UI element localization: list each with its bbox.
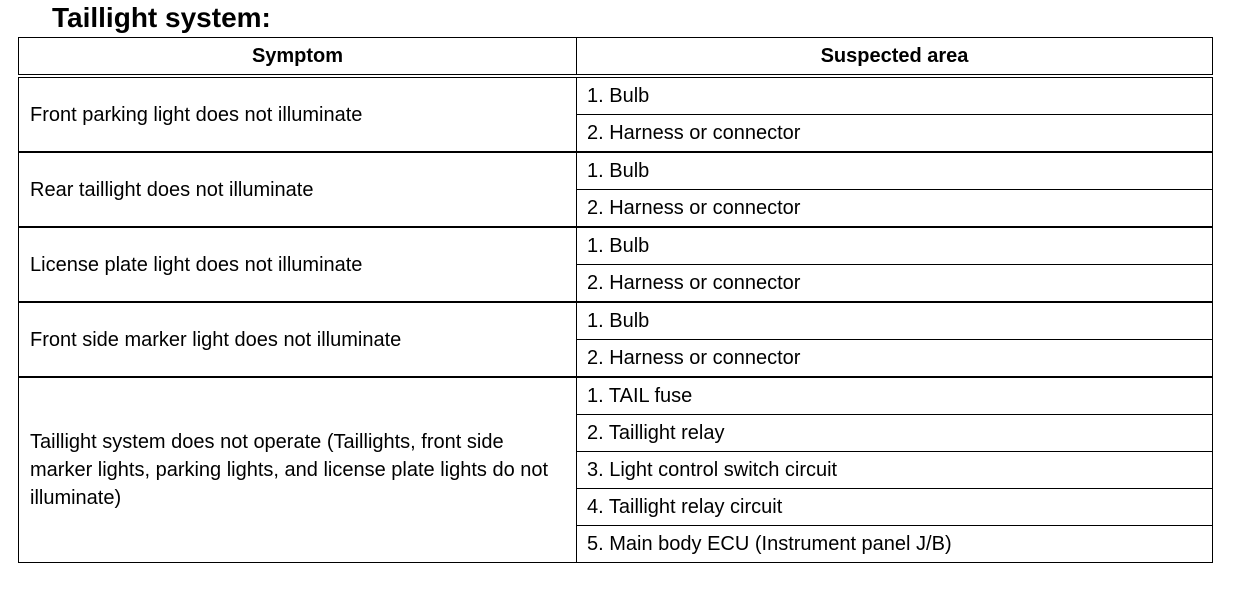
table-row [19, 302, 1213, 340]
suspected-area-cell: 1. Bulb [577, 302, 1213, 340]
suspected-area-cell: 1. Bulb [577, 152, 1213, 190]
suspected-area-cell: 2. Harness or connector [577, 115, 1213, 153]
symptom-cell: Front side marker light does not illuminate [19, 302, 577, 377]
table-row [19, 76, 1213, 115]
table-row [19, 227, 1213, 265]
table-header-row [19, 38, 1213, 77]
suspected-area-cell: 4. Taillight relay circuit [577, 489, 1213, 526]
symptom-cell: Taillight system does not operate (Taillights, front side marker lights, parking lights, and license plate lights do not illuminate) [19, 377, 577, 563]
suspected-area-cell: 2. Harness or connector [577, 265, 1213, 303]
symptom-cell: License plate light does not illuminate [19, 227, 577, 302]
header-symptom: Symptom [19, 38, 577, 77]
header-suspected-area: Suspected area [577, 38, 1213, 77]
suspected-area-cell: 2. Harness or connector [577, 190, 1213, 228]
suspected-area-cell: 5. Main body ECU (Instrument panel J/B) [577, 526, 1213, 563]
suspected-area-cell: 3. Light control switch circuit [577, 452, 1213, 489]
page-title: Taillight system: [52, 2, 271, 33]
troubleshooting-table [18, 37, 1213, 563]
symptom-cell: Rear taillight does not illuminate [19, 152, 577, 227]
table-row [19, 152, 1213, 190]
suspected-area-cell: 1. Bulb [577, 76, 1213, 115]
suspected-area-cell: 2. Harness or connector [577, 340, 1213, 378]
symptom-cell: Front parking light does not illuminate [19, 76, 577, 152]
suspected-area-cell: 1. Bulb [577, 227, 1213, 265]
suspected-area-cell: 1. TAIL fuse [577, 377, 1213, 415]
table-row [19, 377, 1213, 415]
suspected-area-cell: 2. Taillight relay [577, 415, 1213, 452]
